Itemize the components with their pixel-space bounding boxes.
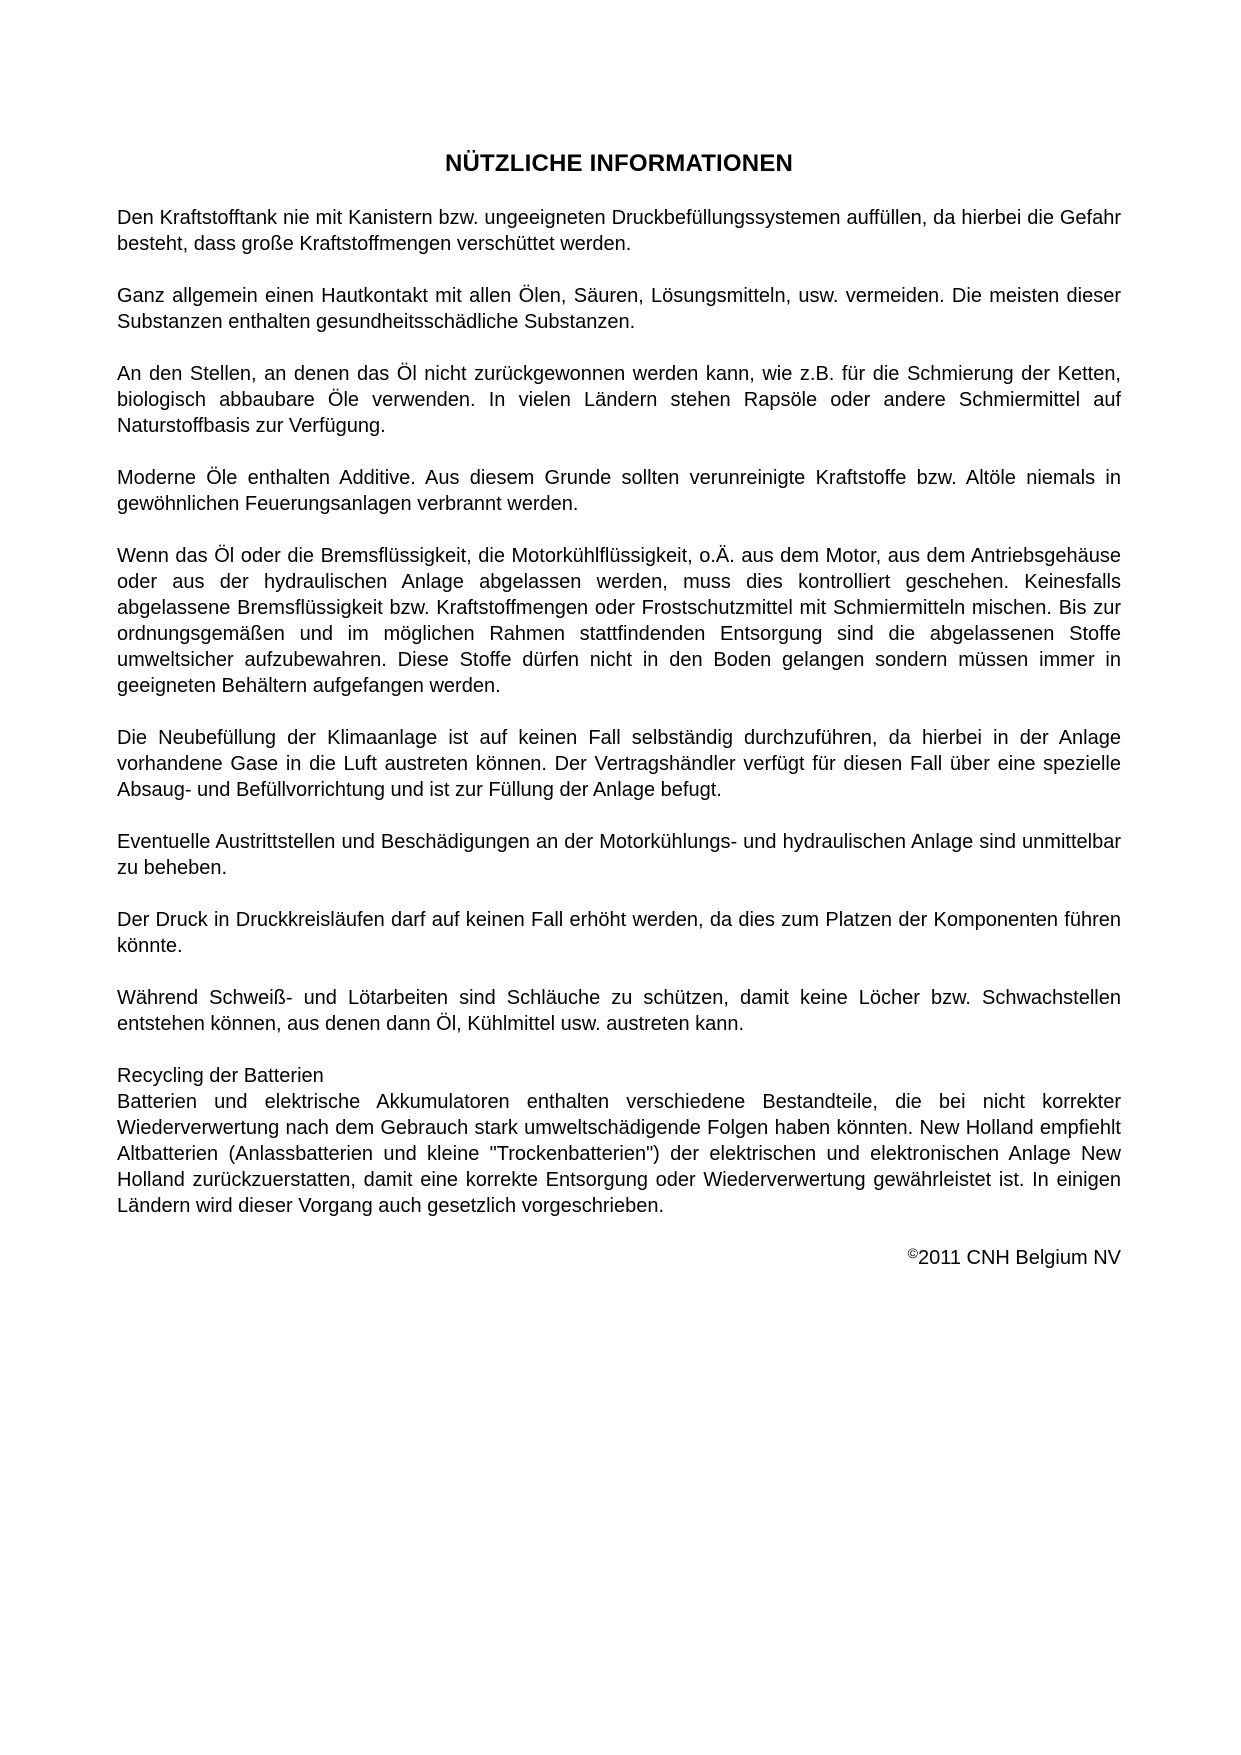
paragraph-modern-oils: Moderne Öle enthalten Additive. Aus diesem Grunde sollten verunreinigte Kraftstoffe bzw. Altöle niemals in gewöhnlichen Feuerungsanlagen verbrannt werden. xyxy=(117,467,1121,515)
paragraph-ac-refill: Die Neubefüllung der Klimaanlage ist auf keinen Fall selbständig durchzuführen, da hierbei in der Anlage vorhandene Gase in die Luft austreten können. Der Vertragshändler verfügt für diesen Fall über eine spezielle Absaug- und Befüllvorrichtung und ist zur Füllung der Anlage befugt. xyxy=(117,727,1121,801)
copyright-symbol: © xyxy=(907,1245,918,1261)
page-title: NÜTZLICHE INFORMATIONEN xyxy=(444,150,794,177)
paragraph-welding: Während Schweiß- und Lötarbeiten sind Schläuche zu schützen, damit keine Löcher bzw. Schwachstellen entstehen können, aus denen dann Öl, Kühlmittel usw. austreten kann. xyxy=(117,987,1121,1035)
paragraph-fuel-tank: Den Kraftstofftank nie mit Kanistern bzw. ungeeigneten Druckbefüllungssystemen auffüllen, da hierbei die Gefahr besteht, dass große Kraftstoffmengen verschüttet werden. xyxy=(117,207,1121,255)
paragraph-leak-repair: Eventuelle Austrittstellen und Beschädigungen an der Motorkühlungs- und hydraulischen Anlage sind unmittelbar zu beheben. xyxy=(117,831,1121,879)
paragraph-pressure-circuits: Der Druck in Druckkreisläufen darf auf keinen Fall erhöht werden, da dies zum Platzen der Komponenten führen könnte. xyxy=(117,909,1121,957)
battery-recycling-heading: Recycling der Batterien xyxy=(117,1065,324,1087)
paragraph-skin-contact: Ganz allgemein einen Hautkontakt mit allen Ölen, Säuren, Lösungsmitteln, usw. vermeiden. Die meisten dieser Substanzen enthalten gesundheitsschädliche Substanzen. xyxy=(117,285,1121,333)
copyright-text: 2011 CNH Belgium NV xyxy=(917,1247,1121,1269)
paragraph-fluid-draining: Wenn das Öl oder die Bremsflüssigkeit, die Motorkühlflüssigkeit, o.Ä. aus dem Motor, aus dem Antriebsgehäuse oder aus der hydraulischen Anlage abgelassen werden, muss dies kontrolliert geschehen. Keinesfalls abgelassene Bremsflüssigkeit bzw. Kraftstoffmengen oder Frostschutzmittel mit Schmiermitteln mischen. Bis zur ordnungsgemäßen und im möglichen Rahmen stattfindenden Entsorgung sind die abgelassenen Stoffe umweltsicher aufzubewahren. Diese Stoffe dürfen nicht in den Boden gelangen sondern müssen immer in geeigneten Behältern aufgefangen werden. xyxy=(117,545,1121,697)
paragraph-biodegradable-oils: An den Stellen, an denen das Öl nicht zurückgewonnen werden kann, wie z.B. für die Schmierung der Ketten, biologisch abbaubare Öle verwenden. In vielen Ländern stehen Rapsöle oder andere Schmiermittel auf Naturstoffbasis zur Verfügung. xyxy=(117,363,1121,437)
battery-recycling-text: Batterien und elektrische Akkumulatoren enthalten verschiedene Bestandteile, die bei nicht korrekter Wiederverwertung nach dem Gebrauch stark umweltschädigende Folgen haben könnten. New Holland empfiehlt Altbatterien (Anlassbatterien und kleine "Trockenbatterien") der elektrischen und elektronischen Anlage New Holland zurückzuerstatten, damit eine korrekte Entsorgung oder Wiederverwertung gewährleistet ist. In einigen Ländern wird dieser Vorgang auch gesetzlich vorgeschrieben. xyxy=(117,1091,1121,1217)
copyright-line xyxy=(117,1245,1121,1271)
battery-recycling-section xyxy=(117,1063,1121,1219)
